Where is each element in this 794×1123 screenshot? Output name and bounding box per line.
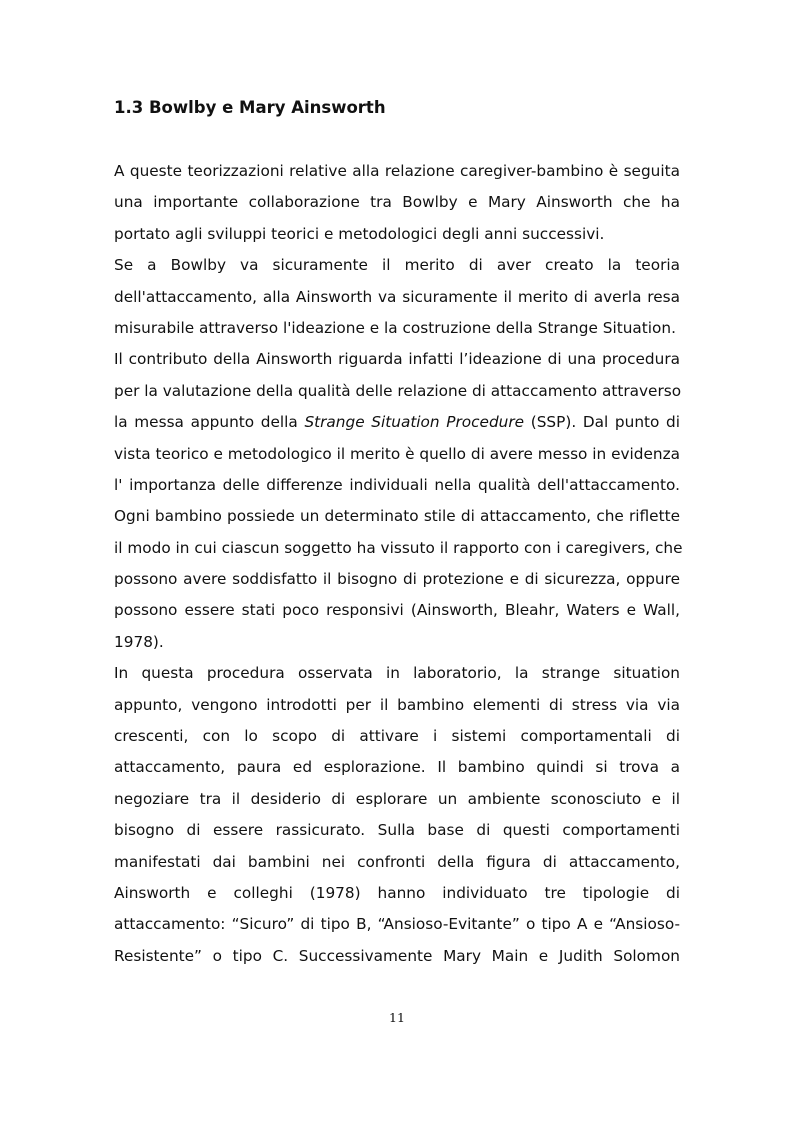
text-line: portato agli sviluppi teorici e metodologici degli anni successivi. [114, 224, 605, 243]
text-line: possono avere soddisfatto il bisogno di protezione e di sicurezza, oppure [114, 570, 680, 589]
text-line: In questa procedura osservata in laboratorio, la strange situation [114, 664, 680, 683]
text-line: Il contributo della Ainsworth riguarda infatti l’ideazione di una procedura [114, 350, 680, 369]
text-line: Ogni bambino possiede un determinato stile di attaccamento, che riflette [114, 507, 680, 526]
text-fragment: (SSP). Dal punto di [524, 413, 680, 432]
text-line: appunto, vengono introdotti per il bambino elementi di stress via via [114, 695, 680, 714]
text-line: manifestati dai bambini nei confronti della figura di attaccamento, [114, 852, 680, 871]
body-text [114, 158, 683, 974]
text-line: l' importanza delle differenze individuali nella qualità dell'attaccamento. [114, 475, 680, 494]
text-line: Se a Bowlby va sicuramente il merito di aver creato la teoria [114, 256, 680, 275]
text-line: vista teorico e metodologico il merito è quello di avere messo in evidenza [114, 444, 680, 463]
text-line: 1978). [114, 632, 164, 651]
text-line: il modo in cui ciascun soggetto ha vissuto il rapporto con i caregivers, che [114, 538, 683, 557]
text-line: crescenti, con lo scopo di attivare i sistemi comportamentali di [114, 727, 680, 746]
text-line: negoziare tra il desiderio di esplorare un ambiente sconosciuto e il [114, 789, 680, 808]
text-line: bisogno di essere rassicurato. Sulla base di questi comportamenti [114, 821, 680, 840]
text-line: attaccamento: “Sicuro” di tipo B, “Ansioso-Evitante” o tipo A e “Ansioso- [114, 915, 680, 934]
text-line: Resistente” o tipo C. Successivamente Mary Main e Judith Solomon [114, 946, 680, 965]
text-line-with-italic [114, 409, 680, 440]
text-line: A queste teorizzazioni relative alla relazione caregiver-bambino è seguita [114, 162, 680, 180]
text-line: misurabile attraverso l'ideazione e la costruzione della Strange Situation. [114, 318, 676, 337]
text-line: per la valutazione della qualità delle relazione di attaccamento attraverso [114, 381, 682, 400]
italic-term: Strange Situation Procedure [304, 413, 525, 432]
text-line: una importante collaborazione tra Bowlby e Mary Ainsworth che ha [114, 193, 680, 212]
page-number: 11 [389, 1010, 405, 1025]
text-line: Ainsworth e colleghi (1978) hanno individuato tre tipologie di [114, 883, 680, 902]
text-line: possono essere stati poco responsivi (Ainsworth, Bleahr, Waters e Wall, [114, 601, 680, 620]
text-line: attaccamento, paura ed esplorazione. Il bambino quindi si trova a [114, 758, 680, 777]
text-fragment: la messa appunto della [114, 413, 305, 432]
text-line: dell'attaccamento, alla Ainsworth va sicuramente il merito di averla resa [114, 287, 680, 306]
section-heading: 1.3 Bowlby e Mary Ainsworth [114, 98, 386, 117]
